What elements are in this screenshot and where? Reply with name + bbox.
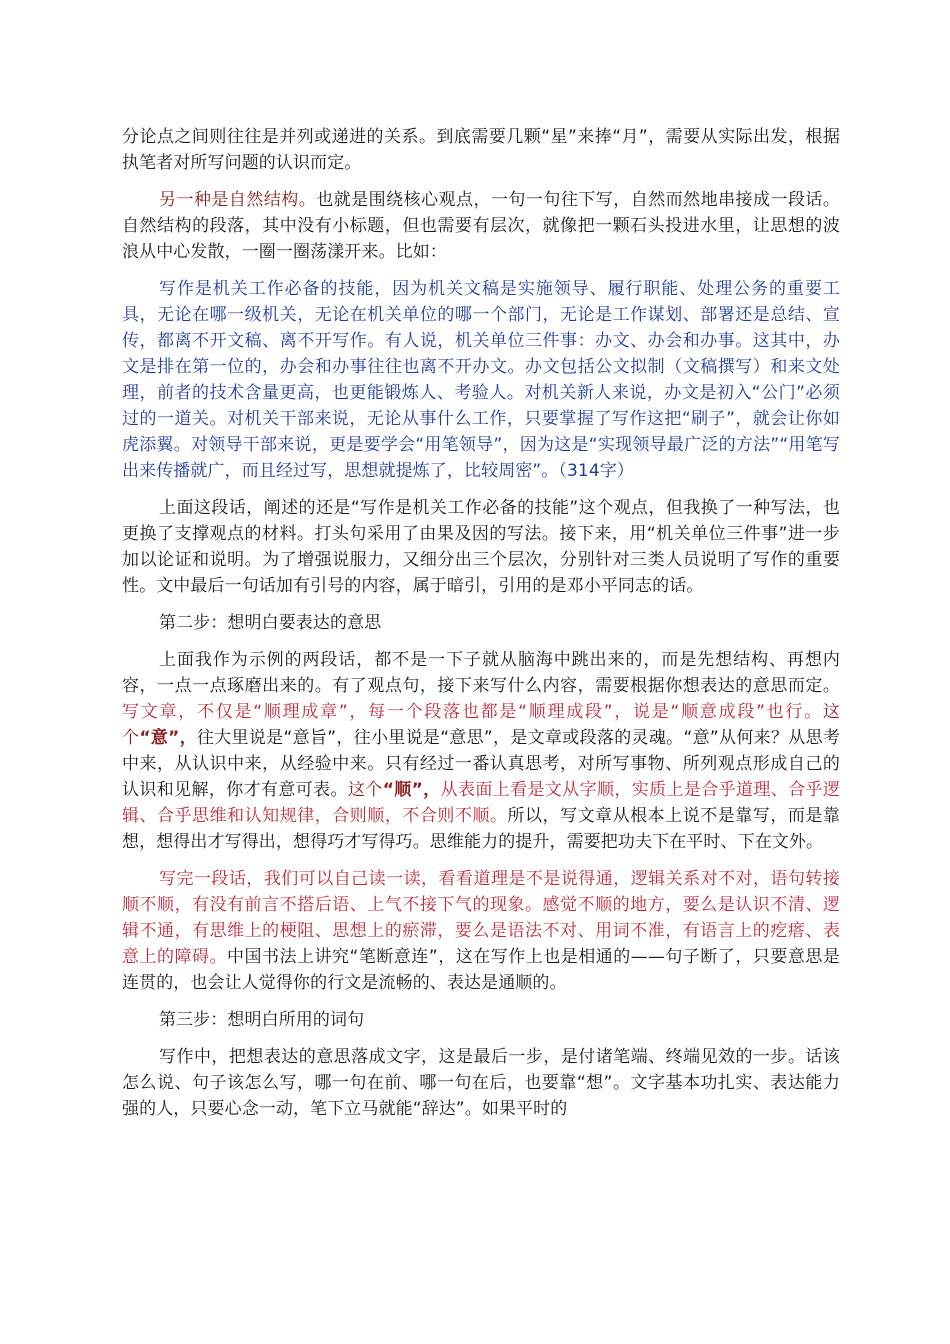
paragraph-4-text: 上面这段话，阐述的还是“写作是机关工作必备的技能”这个观点，但我换了一种写法，也更换了支撑观点的材料。打头句采用了由果及因的写法。接下来，用“机关单位三件事”进一步加以论证和说明。为了增强说服力，又细分出三个层次，分别针对三类人员说明了写作的重要性。文中最后一句话加有引号的内容，属于暗引，引用的是邓小平同志的话。 (122, 498, 840, 596)
paragraph-5-bold-shun: “顺”， (382, 780, 441, 800)
paragraph-6 (122, 866, 840, 996)
paragraph-5-bold-yi: “意”， (139, 728, 197, 748)
paragraph-2-lead: 另一种是自然结构。 (159, 190, 317, 210)
paragraph-5-highlight-3: 这个 (347, 780, 383, 800)
step-2-heading (122, 610, 840, 636)
paragraph-2 (122, 187, 840, 265)
paragraph-2-text: 也就是围绕核心观点，一句一句往下写，自然而然地串接成一段话。自然结构的段落，其中没有小标题，但也需要有层次，就像把一颗石头投进水里，让思想的波浪从中心发散，一圈一圈荡漾开来。比如： (122, 190, 841, 262)
example-paragraph-text: 写作是机关工作必备的技能，因为机关文稿是实施领导、履行职能、处理公务的重要工具，无论在哪一级机关，无论在机关单位的哪一个部门，无论是工作谋划、部署还是总结、宣传，都离不开文稿、离不开写作。有人说，机关单位三件事：办文、办会和办事。这其中，办文是排在第一位的，办会和办事往往也离不开办文。办文包括公文拟制（文稿撰写）和来文处理，前者的技术含量更高，也更能锻炼人、考验人。对机关新人来说，办文是初入“公门”必须过的一道关。对机关干部来说，无论从事什么工作，只要掌握了写作这把“刷子”，就会让你如虎添翼。对领导干部来说，更是要学会“用笔领导”，因为这是“实现领导最广泛的方法”“用笔写出来传播就广，而且经过写，思想就提炼了，比较周密”。（314字） (122, 279, 840, 481)
step-3-heading (122, 1007, 840, 1033)
paragraph-1 (122, 124, 840, 176)
document-body (122, 124, 840, 1133)
paragraph-4 (122, 495, 840, 599)
paragraph-6-highlight: 写完一段话，我们可以自己读一读，看看道理是不是说得通，逻辑关系对不对，语句转接顺不顺，有没有前言不搭后语、上气不接下气的现象。感觉不顺的地方，要么是认识不清、逻辑不通，有思维上的梗阻、思想上的瘀滞，要么是语法不对、用词不准，有语言上的疙瘩、表意上的障碍。 (122, 869, 840, 967)
paragraph-5-part-a: 上面我作为示例的两段话，都不是一下子就从脑海中跳出来的，而是先想结构、再想内容，一点一点琢磨出来的。有了观点句，接下来写什么内容，需要根据你想表达的意思而定。 (122, 650, 840, 696)
example-paragraph (122, 276, 840, 484)
paragraph-5-part-e: 往大里说是“意旨”，往小里说是“意思”，是文章或段落的灵魂。“意”从何来？从思考中来，从认识中来，从经验中来。只有经过一番认真思考，对所写事物、所列观点形成自己的认识和见解，你才有意可表。 (122, 728, 840, 800)
step-2-heading-text: 第二步：想明白要表达的意思 (159, 613, 382, 633)
paragraph-5 (122, 647, 840, 855)
paragraph-5-highlight-2: 这个 (122, 702, 840, 748)
paragraph-7 (122, 1044, 840, 1122)
paragraph-1-text: 分论点之间则往往是并列或递进的关系。到底需要几颗“星”来捧“月”，需要从实际出发，根据执笔者对所写问题的认识而定。 (122, 127, 840, 173)
paragraph-7-text: 写作中，把想表达的意思落成文字，这是最后一步，是付诸笔端、终端见效的一步。话该怎么说、句子该怎么写，哪一句在前、哪一句在后，也要靠“想”。文字基本功扎实、表达能力强的人，只要心念一动，笔下立马就能“辞达”。如果平时的 (122, 1047, 840, 1119)
paragraph-5-part-i: 所以，写文章从根本上说不是靠写，而是靠想，想得出才写得出，想得巧才写得巧。思维能力的提升，需要把功夫下在平时、下在文外。 (122, 806, 840, 852)
paragraph-5-highlight-1: 写文章，不仅是“顺理成章”，每一个段落也都是“顺理成段”，说是“顺意成段”也行。 (122, 702, 823, 722)
step-3-heading-text: 第三步：想明白所用的词句 (159, 1010, 365, 1030)
paragraph-6-text: 中国书法上讲究“笔断意连”，这在写作上也是相通的——句子断了，只要意思是连贯的，也会让人觉得你的行文是流畅的、表达是通顺的。 (122, 947, 840, 993)
paragraph-5-highlight-4: 从表面上看是文从字顺，实质上是合乎道理、合乎逻辑、合乎思维和认知规律，合则顺，不合则不顺。 (122, 780, 840, 826)
